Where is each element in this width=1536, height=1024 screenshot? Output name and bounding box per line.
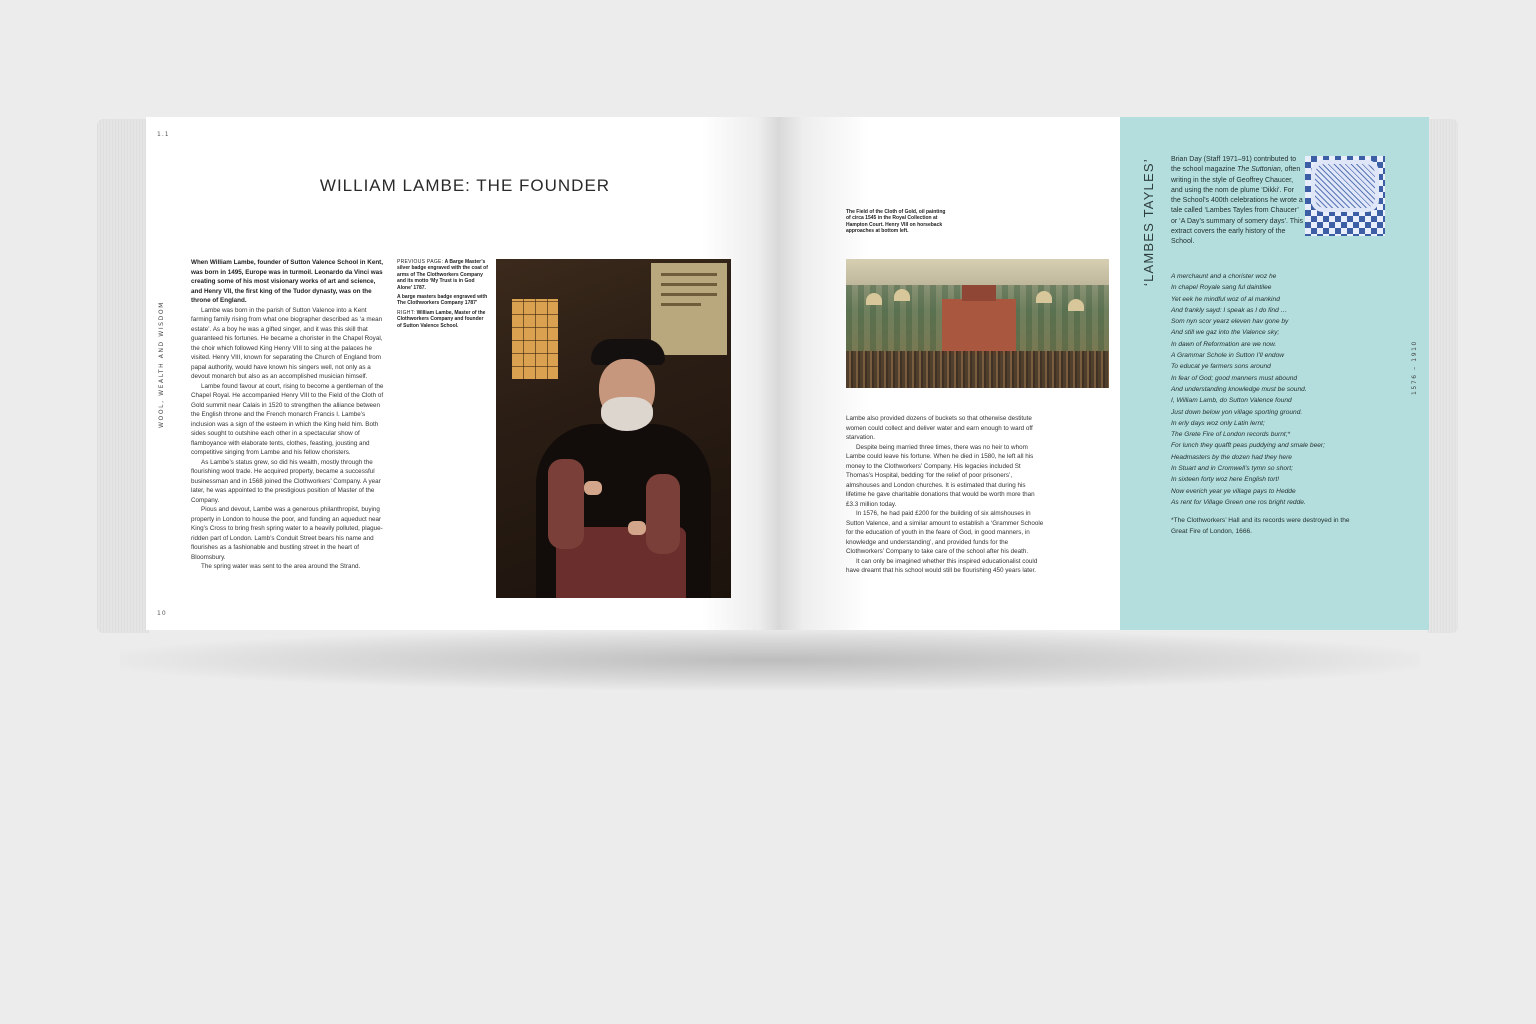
portrait-beard [601,397,653,431]
portrait-hand [584,481,602,495]
page-title: WILLIAM LAMBE: THE FOUNDER [319,176,611,195]
tile-figure [1311,160,1379,212]
body-paragraph: Lambe also provided dozens of buckets so that otherwise destitute women could collect and deliver water and earn enough to ward off starvation. [846,415,1033,441]
sidebar-title: ‘LAMBES TAYLES’ [1141,158,1156,286]
body-paragraph: In 1576, he had paid £200 for the building of six almshouses in Sutton Valence, and a similar amount to establish a ‘Grammer Schoole for the education of youth in the feare of God, in good manners, in knowledge and understanding’, and provided funds for the Clothworkers’ Company to take care of the school after his death. [846,510,1044,555]
poem-line: Headmasters by the dozen had they here [1171,453,1292,461]
book-page-edges-left [97,119,149,633]
poem-line: In dawn of Reformation are we now. [1171,340,1277,348]
left-captions [397,259,489,332]
poem-line: Yet eek he mindful woz of al mankind [1171,295,1280,303]
portrait-william-lambe [496,259,731,598]
left-body-text [191,258,388,572]
painting-field-of-cloth-of-gold [846,259,1109,388]
body-paragraph: It can only be imagined whether this inspired educationalist could have dreamt that his school would still be flourishing 450 years later. [846,557,1038,574]
poem-line: For lunch they quafft peas puddying and smale beer; [1171,442,1325,450]
lead-paragraph: When William Lambe, founder of Sutton Valence School in Kent, was born in 1495, Europe was in turmoil. Leonardo da Vinci was creating some of his most visionary works of art and science, and Henry VII, the first king of the Tudor dynasty, was on the throne of England. [191,259,384,304]
painting-crowd [846,351,1109,388]
poem-line: And still we gaz into the Valence sky; [1171,329,1280,337]
painting-tent [1036,291,1052,303]
poem-line: In erly days woz only Latin lernt; [1171,419,1265,427]
delft-tile-image [1305,156,1385,236]
caption-kicker: PREVIOUS PAGE: [397,259,444,265]
caption-badge-2: A barge masters badge engraved with The Clothworkers Company 1787’ [397,294,488,307]
painting-caption: The Field of the Cloth of Gold, oil painting of circa 1545 in the Royal Collection at Hampton Court. Henry VIII on horseback approaches at bottom left. [846,209,946,234]
page-number-left: 10 [157,610,167,617]
poem-line: In fear of God; good manners must abound [1171,374,1298,382]
body-paragraph: Lambe was born in the parish of Sutton Valence into a Kent farming family rising from what one biographer described as ‘a mean estate’. As a boy he was a gifted singer, and it was this skill that guaranteed his fortunes. He became a chorister in the Chapel Royal, the choir which followed King Henry VIII to sing at the palaces he visited. Henry VIII, known for separating the Church of England from papal authority, would have known his singers well, not only as a devout monarch but also as an accomplished musician himself. [191,306,383,380]
poem-line: And frankly sayd: I speak as I do find … [1171,306,1288,314]
poem-line: A merchaunt and a chorister woz he [1171,273,1277,280]
magazine-title: The Suttonian [1237,166,1281,174]
sidebar-intro [1171,155,1303,248]
portrait-hand [628,521,646,535]
painting-tent [894,289,910,301]
intro-text: , often writing in the style of Geoffrey Chaucer, and using the nom de plume ‘Dikki’. For the School’s 400th celebrations he wrote a tale called ‘Lambes Tayles from Chaucer’ or ‘A Day’s summary of somery days’. This extract covers the early history of the School. [1171,166,1304,246]
running-head-right: 1576 – 1910 [1411,340,1418,395]
portrait-sleeve [548,459,584,549]
poem-line: Now everich year ye village pays to Hedde [1171,487,1296,495]
book-page-edges-right [1428,119,1458,633]
footnote: *The Clothworkers’ Hall and its records were destroyed in the Great Fire of London, 1666. [1171,517,1350,535]
body-paragraph: The spring water was sent to the area around the Strand. [201,563,361,570]
book-shadow [120,630,1420,690]
painting-sky [846,259,1109,285]
poem-line: I, William Lamb, do Sutton Valence found [1171,397,1292,405]
poem-line: Som nyn scor yearz eleven hav gone by [1171,318,1289,326]
body-paragraph: Lambe found favour at court, rising to become a gentleman of the Chapel Royal. He accompanied Henry VIII to the Field of the Cloth of Gold summit near Calais in 1520 to strengthen the alliance between the English throne and the French monarch Francis I. Lambe’s inclusion was a sign of the esteem in which the King held him. Both sides sought to outshine each other in a spectacular show of flamboyance with elaborate tents, clothes, feasting, jousting and competitive singing from Lambe and his fellow choristers. [191,382,384,456]
poem-line: And understanding knowledge must be sound. [1171,385,1307,393]
running-head-left: WOOL, WEALTH AND WISDOM [158,301,165,428]
poem-line: A Grammar Schole in Sutton I’ll endow [1171,352,1284,360]
body-paragraph: As Lambe’s status grew, so did his wealth, mostly through the flourishing wool trade. He acquired property, became a successful businessman and in 1568 joined the Clothworkers’ Company. A year later, he was appointed to the prestigious position of Master of the Company. [191,458,381,504]
caption-portrait: William Lambe, Master of the Clothworkers Company and founder of Sutton Valence School. [397,309,486,329]
poem [1171,271,1361,508]
painting-tent [866,293,882,305]
poem-line: In chapel Royale sang ful daintilee [1171,284,1272,292]
body-paragraph: Despite being married three times, there was no heir to whom Lambe could leave his fortune. When he died in 1580, he left all his money to the Clothworkers’ Company. His legacies included St Thomas’s Hospital, bedding ‘for the relief of poor prisoners’, almshouses and London churches. It is estimated that during his lifetime he gave charitable donations that would be worth more than £3.3 million today. [846,443,1035,508]
portrait-plaque [651,263,727,355]
poem-line: In Stuart and in Cromwell’s tymn so short; [1171,465,1293,473]
caption-badge: A Barge Master’s silver badge engraved with the coat of arms of The Clothworkers Company and its motto ‘My Trust is in God Alone’ 1787. [397,259,488,291]
portrait-window [512,299,558,379]
portrait-sleeve [646,474,680,554]
painting-tent [1068,299,1084,311]
painting-palace [942,299,1016,355]
poem-line: To educat ye farmers sons around [1171,363,1271,371]
right-body-text [846,414,1044,576]
poem-line: Just down below yon village sporting ground. [1171,408,1303,416]
poem-line: As rent for Village Green one ros bright redde. [1171,498,1306,506]
caption-kicker: RIGHT: [397,309,416,316]
poem-line: In sixteen forty woz here English tort! [1171,476,1280,484]
poem-line: The Grete Fire of London records burnt;* [1171,431,1291,439]
section-mark: 1.1 [157,131,170,138]
body-paragraph: Pious and devout, Lambe was a generous philanthropist, buying property in London to house the poor, and funding an aqueduct near King’s Cross to bring fresh spring water to a heavily polluted, plague-ridden part of London. Lamb’s Conduit Street bears his name and flourishes as a fashionable and bustling street in the heart of Bloomsbury. [191,506,383,561]
intro-text: Brian Day (Staff 1971–91) contributed to the school magazine [1171,156,1297,174]
